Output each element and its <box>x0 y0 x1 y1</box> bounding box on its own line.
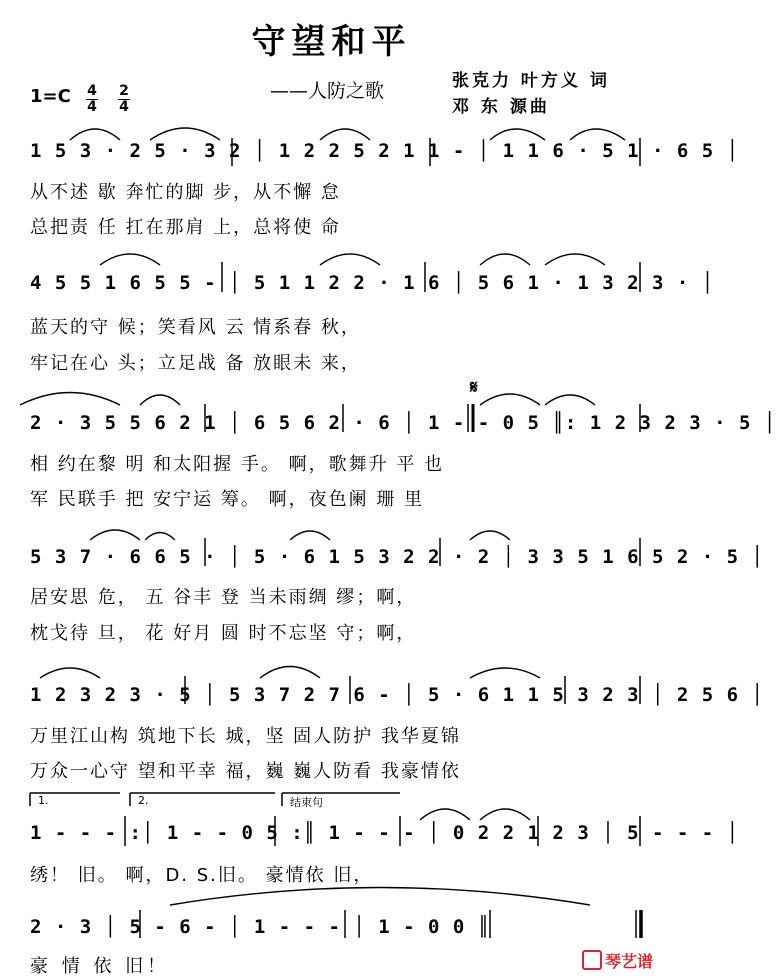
page-title: 守望和平 <box>251 22 412 62</box>
slur <box>290 531 330 540</box>
slur <box>100 254 160 265</box>
subtitle: ——人防之歌 <box>270 80 385 102</box>
logo-icon <box>582 950 602 970</box>
key-signature: 1=C <box>30 86 71 107</box>
slur <box>40 668 100 678</box>
lyric-row-5-verse-1: 万里江山构 筑地下长 城，坚 固人防护 我华夏锦 <box>30 726 461 747</box>
slur <box>545 254 605 265</box>
notation-row-7: 2 · 3 │ 5 - 6 - │ 1 - - - │ 1 - 0 0 ║ <box>30 916 491 938</box>
slur <box>480 809 530 820</box>
lyricist: 张克力 叶方义 词 <box>452 71 610 91</box>
slur <box>140 395 180 405</box>
slur <box>260 667 320 679</box>
lyric-row-2-verse-2: 牢记在心 头；立足战 备 放眼未 来， <box>30 353 361 374</box>
time-signature-2-4: 2 4 <box>119 83 129 115</box>
slur <box>320 254 380 265</box>
lyric-row-7: 豪 情 依 旧！ <box>30 956 170 977</box>
slur <box>170 888 590 906</box>
lyric-row-2-verse-1: 蓝天的守 候；笑看风 云 情系春 秋， <box>30 317 361 338</box>
notation-row-1: 1 5 3 · 2 5 · 3 2 │ 1 2 2 5 2 1 1 - │ 1 1 6 · 5 1 · 6 5 │ <box>30 140 740 162</box>
slur <box>20 393 120 406</box>
slur <box>470 531 510 540</box>
slur <box>150 128 220 140</box>
slur <box>470 668 540 678</box>
slur <box>490 129 545 140</box>
lyric-row-5-verse-2: 万众一心守 望和平幸 福，巍 巍人防看 我豪情依 <box>30 761 461 782</box>
notation-row-6: 1 - - - :│ 1 - - 0 5 :║ 1 - - - │ 0 2 2 1 2 3 │ 5 - - - │ <box>30 822 740 844</box>
slur <box>545 395 595 405</box>
segno-sign: 𝄋 <box>470 377 478 398</box>
volta-2: 2. <box>138 794 149 807</box>
slur <box>480 254 530 265</box>
slur <box>420 809 470 820</box>
slur <box>480 394 540 405</box>
slur <box>70 129 120 140</box>
volta-1: 1. <box>38 794 49 807</box>
lyric-row-4-verse-2: 枕戈待 旦， 花 好月 圆 时不忘坚 守；啊， <box>30 623 417 644</box>
notation-row-2: 4 5 5 1 6 5 5 - │ 5 1 1 2 2 · 1 6 │ 5 6 1 · 1 3 2 3 · │ <box>30 272 715 294</box>
lyric-row-6: 绣！ 旧。 啊，D. S.旧。 豪情依 旧， <box>30 865 374 886</box>
slur <box>570 129 625 140</box>
volta-ending: 结束句 <box>290 796 323 809</box>
lyric-row-1-verse-2: 总把责 任 扛在那肩 上，总将使 命 <box>30 217 341 238</box>
site-logo: 琴艺谱 <box>582 949 653 972</box>
slur <box>90 530 140 540</box>
slur <box>145 533 175 541</box>
notation-row-5: 1 2 3 2 3 · 5 │ 5 3 7 2 7 6 - │ 5 · 6 1 1 5 3 2 3 │ 2 5 6 │ <box>30 684 764 706</box>
slur <box>320 129 370 140</box>
time-signature-4-4: 4 4 <box>87 83 97 115</box>
lyric-row-3-verse-2: 军 民联手 把 安宁运 筹。 啊，夜色阑 珊 里 <box>30 489 425 510</box>
composer: 邓 东 源曲 <box>452 97 550 117</box>
lyric-row-1-verse-1: 从不述 歇 奔忙的脚 步，从不懈 怠 <box>30 182 341 203</box>
notation-row-4: 5 3 7 · 6 6 5 · │ 5 · 6 1 5 3 2 2 · 2 │ 3 3 5 1 6 5 2 · 5 │ <box>30 546 764 568</box>
notation-row-3: 2 · 3 5 5 6 2 1 │ 6 5 6 2 · 6 │ 1 - - 0 5 ║: 1 2 3 2 3 · 5 │ <box>30 412 776 434</box>
lyric-row-4-verse-1: 居安思 危， 五 谷丰 登 当未雨绸 缪；啊， <box>30 587 417 608</box>
lyric-row-3-verse-1: 相 约在黎 明 和太阳握 手。 啊，歌舞升 平 也 <box>30 454 445 475</box>
